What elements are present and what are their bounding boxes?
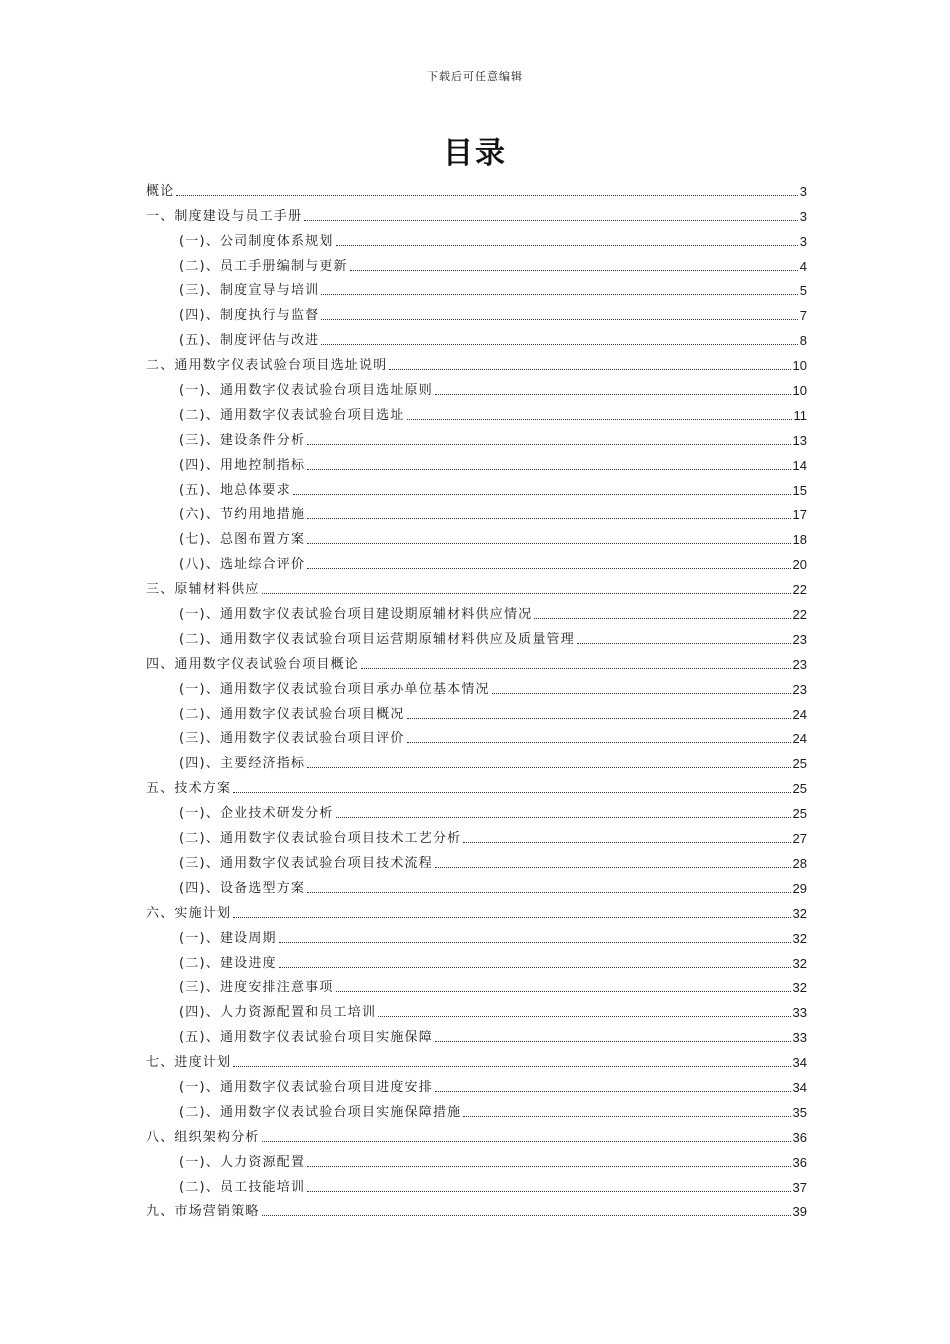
toc-entry[interactable] bbox=[146, 1121, 807, 1146]
toc-entry-page-number: 18 bbox=[792, 532, 807, 548]
toc-entry-page-number: 33 bbox=[792, 1030, 807, 1046]
toc-entry-page-number: 25 bbox=[792, 781, 807, 797]
toc-entry[interactable] bbox=[146, 847, 807, 872]
toc-entry-label: (四)、人力资源配置和员工培训 bbox=[179, 1005, 377, 1021]
toc-entry-page-number: 25 bbox=[792, 806, 807, 822]
toc-entry-label: (三)、制度宣导与培训 bbox=[179, 283, 320, 299]
toc-entry-label: 八、组织架构分析 bbox=[146, 1129, 260, 1145]
header-note: 下载后可任意编辑 bbox=[427, 70, 523, 83]
toc-entry[interactable] bbox=[146, 573, 807, 598]
toc-entry[interactable] bbox=[146, 947, 807, 972]
toc-entry[interactable] bbox=[146, 1046, 807, 1071]
toc-entry-label: (一)、通用数字仪表试验台项目进度安排 bbox=[179, 1079, 433, 1095]
toc-entry[interactable] bbox=[146, 1171, 807, 1196]
toc-entry[interactable] bbox=[146, 1021, 807, 1046]
toc-entry-label: 二、通用数字仪表试验台项目选址说明 bbox=[146, 358, 388, 374]
toc-dot-leader bbox=[577, 643, 791, 644]
toc-entry[interactable] bbox=[146, 1146, 807, 1171]
toc-dot-leader bbox=[435, 1041, 791, 1042]
toc-dot-leader bbox=[463, 842, 790, 843]
toc-dot-leader bbox=[378, 1016, 790, 1017]
toc-dot-leader bbox=[307, 543, 790, 544]
toc-dot-leader bbox=[293, 494, 791, 495]
toc-dot-leader bbox=[307, 767, 790, 768]
toc-entry-page-number: 4 bbox=[799, 258, 807, 274]
toc-dot-leader bbox=[350, 270, 798, 271]
toc-entry-page-number: 25 bbox=[792, 756, 807, 772]
toc-entry[interactable] bbox=[146, 673, 807, 698]
toc-dot-leader bbox=[233, 792, 790, 793]
toc-entry-label: (四)、制度执行与监督 bbox=[179, 308, 320, 324]
toc-entry[interactable] bbox=[146, 250, 807, 275]
toc-entry-label: 四、通用数字仪表试验台项目概论 bbox=[146, 656, 360, 672]
toc-dot-leader bbox=[307, 568, 790, 569]
toc-entry[interactable] bbox=[146, 922, 807, 947]
toc-entry-label: (六)、节约用地措施 bbox=[179, 507, 306, 523]
toc-entry[interactable] bbox=[146, 449, 807, 474]
toc-entry-page-number: 14 bbox=[792, 457, 807, 473]
toc-entry-page-number: 3 bbox=[799, 233, 807, 249]
toc-entry-page-number: 39 bbox=[792, 1204, 807, 1220]
toc-dot-leader bbox=[336, 991, 791, 992]
toc-dot-leader bbox=[492, 693, 791, 694]
page-title: 目录 bbox=[443, 136, 507, 171]
toc-dot-leader bbox=[336, 817, 791, 818]
toc-entry-label: (七)、总图布置方案 bbox=[179, 532, 306, 548]
toc-dot-leader bbox=[534, 618, 790, 619]
toc-dot-leader bbox=[321, 294, 797, 295]
toc-entry[interactable] bbox=[146, 822, 807, 847]
toc-dot-leader bbox=[279, 967, 791, 968]
toc-entry-label: 概论 bbox=[146, 183, 175, 199]
toc-entry-label: (二)、员工技能培训 bbox=[179, 1179, 306, 1195]
toc-dot-leader bbox=[262, 593, 791, 594]
toc-entry-label: (二)、员工手册编制与更新 bbox=[179, 258, 348, 274]
toc-entry[interactable] bbox=[146, 499, 807, 524]
toc-entry-page-number: 36 bbox=[792, 1154, 807, 1170]
toc-entry-page-number: 34 bbox=[792, 1079, 807, 1095]
toc-entry-label: (八)、选址综合评价 bbox=[179, 557, 306, 573]
toc-entry-page-number: 10 bbox=[792, 383, 807, 399]
toc-dot-leader bbox=[435, 867, 791, 868]
toc-entry[interactable] bbox=[146, 275, 807, 300]
toc-dot-leader bbox=[233, 1066, 790, 1067]
toc-dot-leader bbox=[307, 1191, 790, 1192]
toc-entry-label: (三)、建设条件分析 bbox=[179, 432, 306, 448]
toc-entry-label: (二)、通用数字仪表试验台项目运营期原辅材料供应及质量管理 bbox=[179, 631, 575, 647]
toc-entry-page-number: 29 bbox=[792, 880, 807, 896]
toc-dot-leader bbox=[262, 1215, 791, 1216]
toc-entry[interactable] bbox=[146, 1096, 807, 1121]
toc-entry-page-number: 13 bbox=[792, 432, 807, 448]
toc-entry[interactable] bbox=[146, 747, 807, 772]
toc-entry-page-number: 32 bbox=[792, 980, 807, 996]
toc-entry-page-number: 20 bbox=[792, 557, 807, 573]
toc-entry-label: (一)、人力资源配置 bbox=[179, 1154, 306, 1170]
toc-entry[interactable] bbox=[146, 474, 807, 499]
toc-entry[interactable] bbox=[146, 723, 807, 748]
toc-entry-page-number: 7 bbox=[799, 308, 807, 324]
toc-entry-page-number: 5 bbox=[799, 283, 807, 299]
toc-entry[interactable] bbox=[146, 175, 807, 200]
toc-dot-leader bbox=[307, 444, 790, 445]
toc-entry-page-number: 36 bbox=[792, 1129, 807, 1145]
toc-entry-label: (四)、用地控制指标 bbox=[179, 457, 306, 473]
toc-entry[interactable] bbox=[146, 1196, 807, 1221]
toc-entry-label: (一)、公司制度体系规划 bbox=[179, 233, 334, 249]
toc-entry-page-number: 15 bbox=[792, 482, 807, 498]
toc-entry-page-number: 33 bbox=[792, 1005, 807, 1021]
toc-entry-label: (二)、通用数字仪表试验台项目技术工艺分析 bbox=[179, 831, 462, 847]
toc-entry-page-number: 28 bbox=[792, 855, 807, 871]
toc-entry-label: 七、进度计划 bbox=[146, 1055, 232, 1071]
toc-entry[interactable] bbox=[146, 872, 807, 897]
toc-entry-label: (二)、通用数字仪表试验台项目实施保障措施 bbox=[179, 1104, 462, 1120]
toc-dot-leader bbox=[389, 369, 790, 370]
toc-entry[interactable] bbox=[146, 897, 807, 922]
toc-entry-label: 三、原辅材料供应 bbox=[146, 582, 260, 598]
toc-entry-label: (一)、通用数字仪表试验台项目承办单位基本情况 bbox=[179, 681, 490, 697]
toc-dot-leader bbox=[307, 892, 790, 893]
toc-dot-leader bbox=[435, 394, 791, 395]
toc-entry[interactable] bbox=[146, 972, 807, 997]
toc-dot-leader bbox=[233, 917, 790, 918]
toc-entry[interactable] bbox=[146, 623, 807, 648]
toc-entry-label: (二)、建设进度 bbox=[179, 955, 277, 971]
toc-dot-leader bbox=[262, 1141, 791, 1142]
toc-entry-label: 六、实施计划 bbox=[146, 905, 232, 921]
table-of-contents bbox=[146, 175, 807, 1220]
toc-entry[interactable] bbox=[146, 299, 807, 324]
toc-entry[interactable] bbox=[146, 797, 807, 822]
toc-entry-page-number: 23 bbox=[792, 631, 807, 647]
toc-entry[interactable] bbox=[146, 200, 807, 225]
toc-entry[interactable] bbox=[146, 399, 807, 424]
toc-entry-page-number: 8 bbox=[799, 333, 807, 349]
toc-entry-page-number: 34 bbox=[792, 1055, 807, 1071]
toc-entry[interactable] bbox=[146, 648, 807, 673]
toc-entry-page-number: 24 bbox=[792, 731, 807, 747]
toc-entry-page-number: 22 bbox=[792, 582, 807, 598]
toc-entry[interactable] bbox=[146, 1071, 807, 1096]
toc-entry-page-number: 3 bbox=[799, 208, 807, 224]
toc-dot-leader bbox=[304, 220, 798, 221]
toc-entry-page-number: 3 bbox=[799, 183, 807, 199]
toc-entry-page-number: 32 bbox=[792, 905, 807, 921]
toc-entry[interactable] bbox=[146, 324, 807, 349]
toc-entry-label: (五)、通用数字仪表试验台项目实施保障 bbox=[179, 1030, 433, 1046]
toc-dot-leader bbox=[321, 319, 797, 320]
toc-dot-leader bbox=[321, 344, 797, 345]
toc-entry-label: (五)、制度评估与改进 bbox=[179, 333, 320, 349]
toc-entry-label: (三)、进度安排注意事项 bbox=[179, 980, 334, 996]
toc-entry-label: 九、市场营销策略 bbox=[146, 1204, 260, 1220]
toc-dot-leader bbox=[279, 942, 791, 943]
toc-entry-label: 五、技术方案 bbox=[146, 781, 232, 797]
toc-entry-label: (三)、通用数字仪表试验台项目评价 bbox=[179, 731, 405, 747]
toc-entry-page-number: 10 bbox=[792, 358, 807, 374]
toc-dot-leader bbox=[336, 245, 798, 246]
toc-entry-page-number: 23 bbox=[792, 681, 807, 697]
toc-dot-leader bbox=[407, 718, 791, 719]
toc-entry-page-number: 23 bbox=[792, 656, 807, 672]
toc-entry[interactable] bbox=[146, 548, 807, 573]
toc-entry-page-number: 32 bbox=[792, 930, 807, 946]
toc-entry-page-number: 37 bbox=[792, 1179, 807, 1195]
toc-entry[interactable] bbox=[146, 523, 807, 548]
toc-dot-leader bbox=[307, 469, 790, 470]
toc-entry-label: (一)、企业技术研发分析 bbox=[179, 806, 334, 822]
toc-entry-page-number: 17 bbox=[792, 507, 807, 523]
toc-entry-page-number: 22 bbox=[792, 607, 807, 623]
toc-dot-leader bbox=[307, 1166, 790, 1167]
toc-entry-label: (一)、通用数字仪表试验台项目建设期原辅材料供应情况 bbox=[179, 607, 533, 623]
toc-dot-leader bbox=[407, 419, 792, 420]
toc-entry-label: (二)、通用数字仪表试验台项目选址 bbox=[179, 407, 405, 423]
toc-entry[interactable] bbox=[146, 996, 807, 1021]
toc-entry-page-number: 27 bbox=[792, 831, 807, 847]
toc-dot-leader bbox=[463, 1116, 790, 1117]
toc-dot-leader bbox=[307, 518, 790, 519]
toc-dot-leader bbox=[176, 195, 797, 196]
toc-entry-page-number: 11 bbox=[793, 407, 807, 423]
toc-entry[interactable] bbox=[146, 424, 807, 449]
toc-entry-label: (二)、通用数字仪表试验台项目概况 bbox=[179, 706, 405, 722]
toc-dot-leader bbox=[435, 1091, 791, 1092]
toc-entry-label: (四)、主要经济指标 bbox=[179, 756, 306, 772]
toc-entry[interactable] bbox=[146, 598, 807, 623]
toc-entry[interactable] bbox=[146, 349, 807, 374]
toc-entry-label: (四)、设备选型方案 bbox=[179, 880, 306, 896]
toc-entry-label: (一)、建设周期 bbox=[179, 930, 277, 946]
toc-entry-label: (五)、地总体要求 bbox=[179, 482, 291, 498]
toc-dot-leader bbox=[361, 668, 791, 669]
toc-entry[interactable] bbox=[146, 374, 807, 399]
toc-entry[interactable] bbox=[146, 225, 807, 250]
toc-entry-label: (三)、通用数字仪表试验台项目技术流程 bbox=[179, 855, 433, 871]
toc-entry[interactable] bbox=[146, 772, 807, 797]
toc-entry-page-number: 32 bbox=[792, 955, 807, 971]
toc-entry-label: 一、制度建设与员工手册 bbox=[146, 208, 303, 224]
toc-entry-page-number: 24 bbox=[792, 706, 807, 722]
toc-entry-label: (一)、通用数字仪表试验台项目选址原则 bbox=[179, 383, 433, 399]
toc-entry[interactable] bbox=[146, 698, 807, 723]
toc-entry-page-number: 35 bbox=[792, 1104, 807, 1120]
toc-dot-leader bbox=[407, 742, 791, 743]
